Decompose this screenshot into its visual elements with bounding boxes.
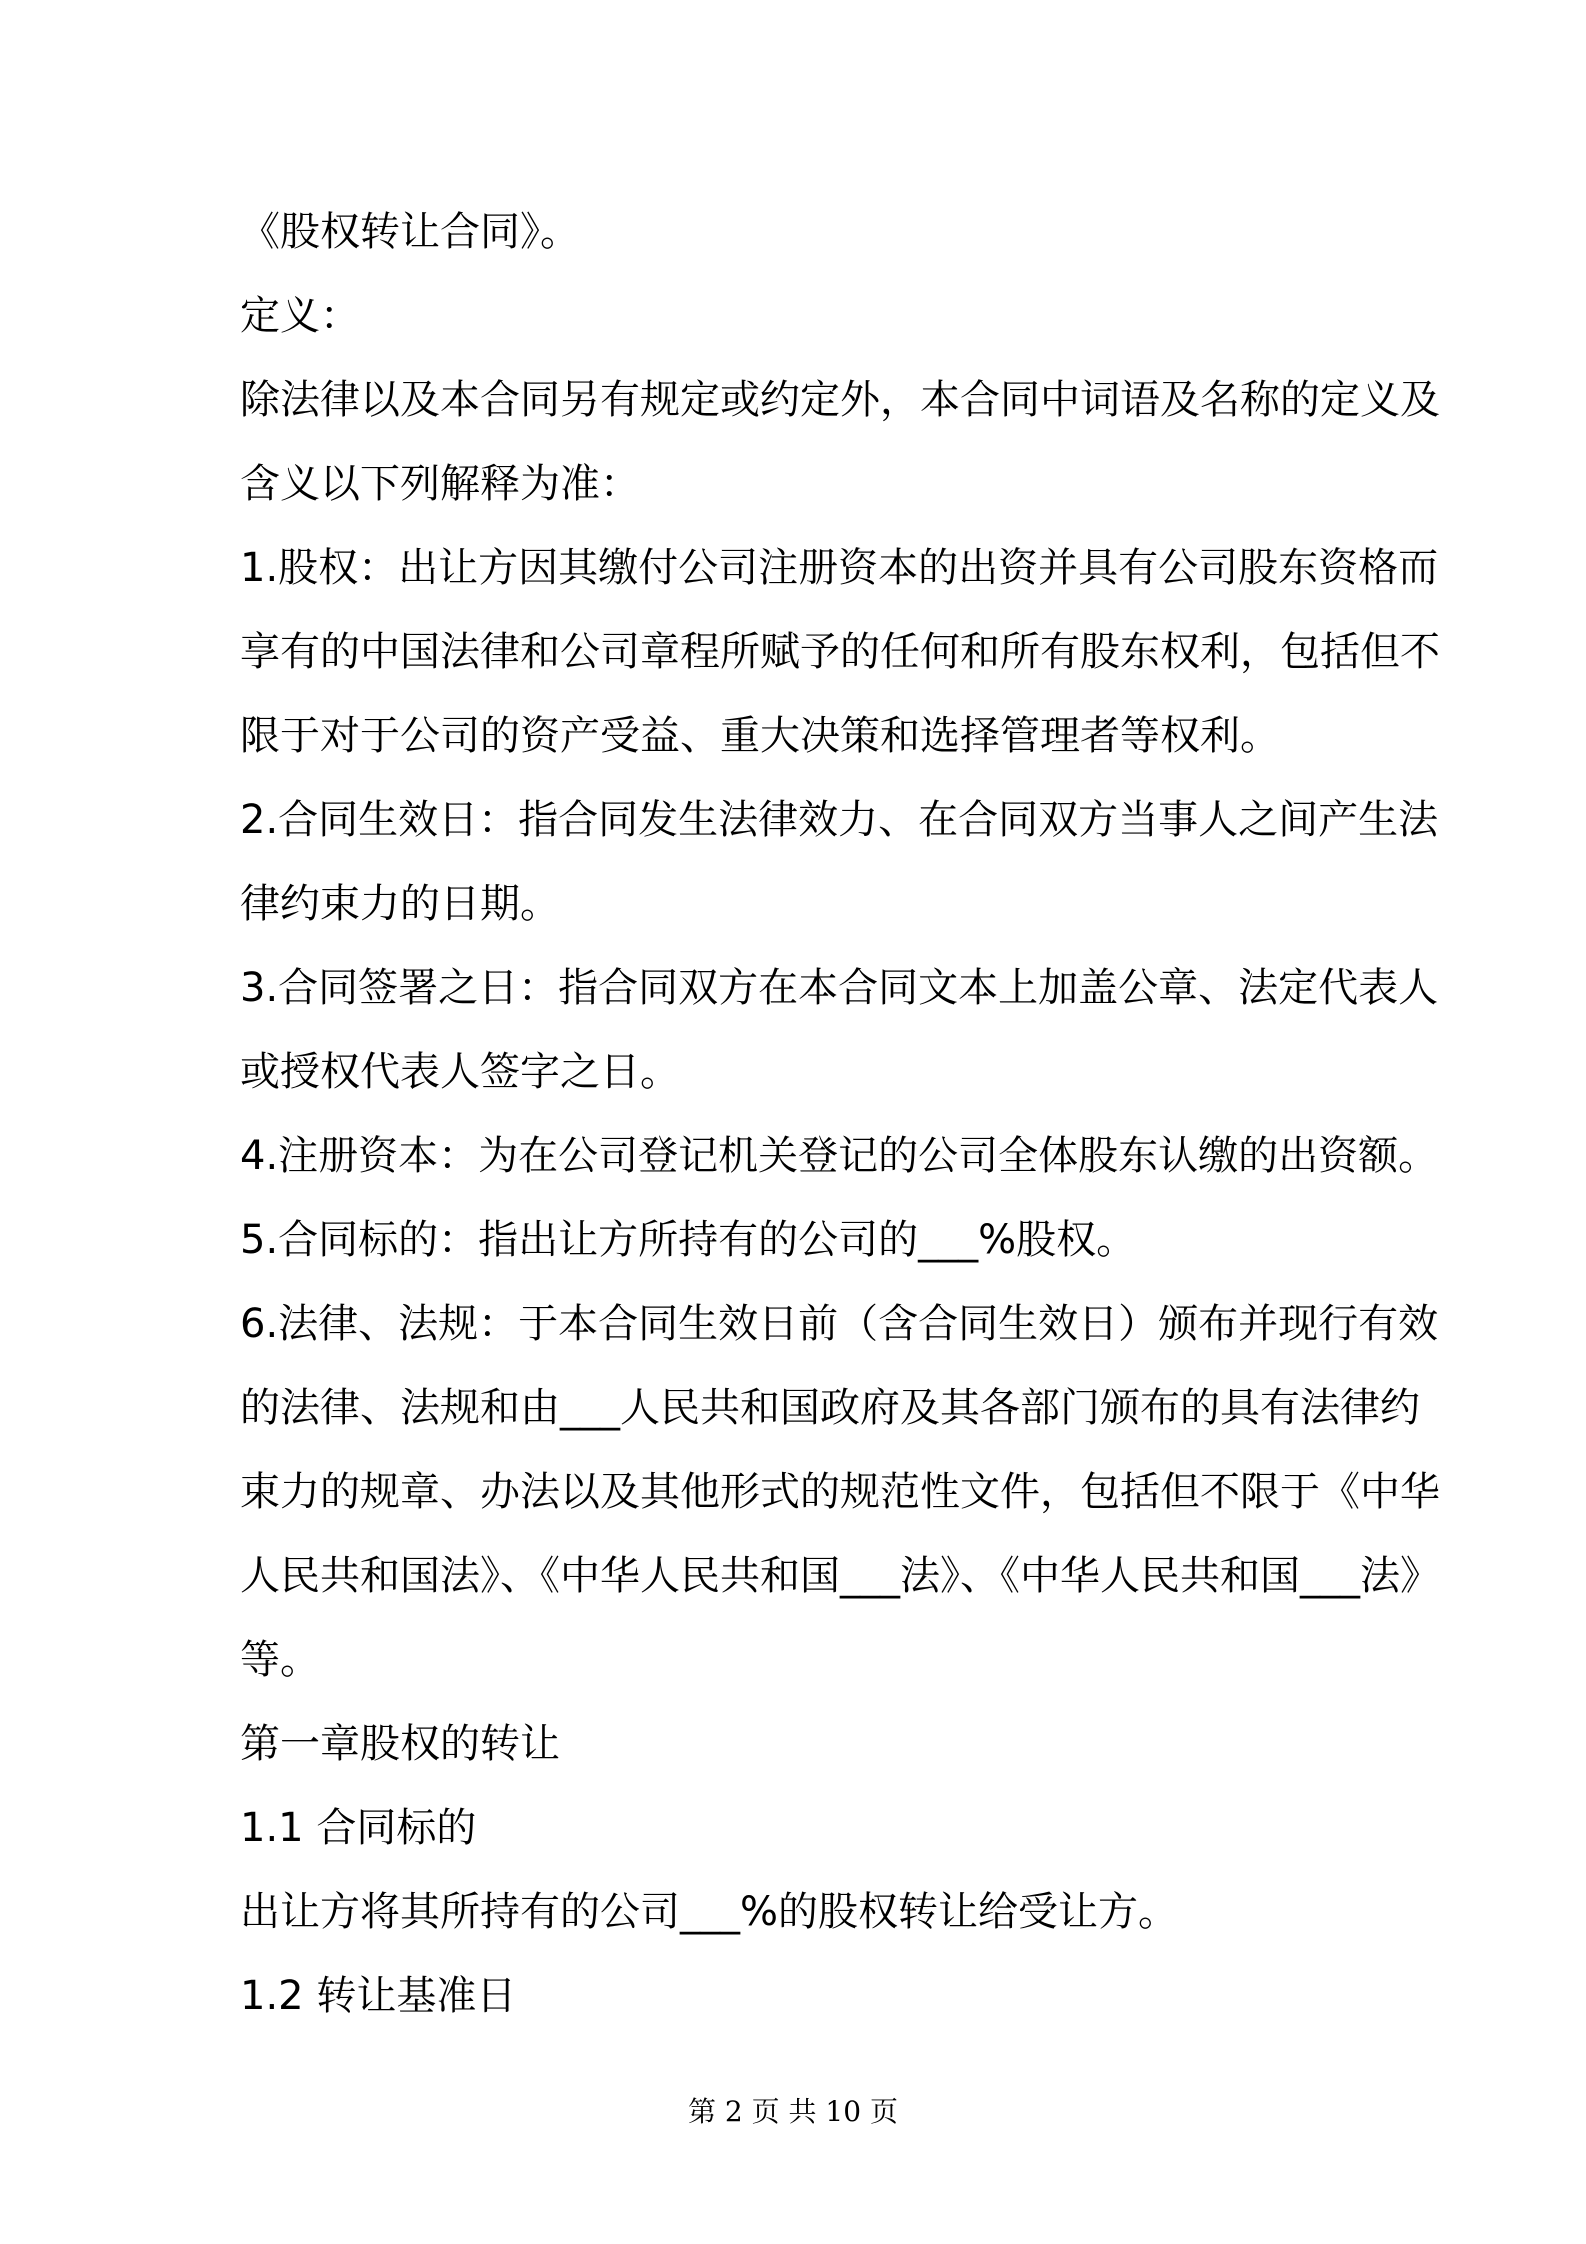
section-heading: 1.1 合同标的 [240, 1805, 477, 1851]
text-line: 5.合同标的：指出让方所持有的公司的___%股权。 [240, 1217, 1137, 1263]
text-line: 1.股权：出让方因其缴付公司注册资本的出资并具有公司股东资格而 [240, 545, 1439, 591]
section-heading: 1.2 转让基准日 [240, 1973, 517, 2019]
text-line: 享有的中国法律和公司章程所赋予的任何和所有股东权利，包括但不 [240, 629, 1440, 675]
text-line: 3.合同签署之日：指合同双方在本合同文本上加盖公章、法定代表人 [240, 965, 1439, 1011]
text-line: 含义以下列解释为准： [240, 461, 640, 507]
chapter-heading: 第一章股权的转让 [240, 1721, 560, 1767]
text-line: 束力的规章、办法以及其他形式的规范性文件，包括但不限于《中华 [240, 1469, 1440, 1515]
text-line: 6.法律、法规：于本合同生效日前（含合同生效日）颁布并现行有效 [240, 1301, 1439, 1347]
document-body [240, 190, 1440, 2038]
text-line: 律约束力的日期。 [240, 881, 560, 927]
text-line: 出让方将其所持有的公司___%的股权转让给受让方。 [240, 1889, 1179, 1935]
text-line: 4.注册资本：为在公司登记机关登记的公司全体股东认缴的出资额。 [240, 1133, 1439, 1179]
text-line: 等。 [240, 1637, 320, 1683]
text-line: 除法律以及本合同另有规定或约定外，本合同中词语及名称的定义及 [240, 377, 1440, 423]
text-line: 限于对于公司的资产受益、重大决策和选择管理者等权利。 [240, 713, 1280, 759]
page-footer [0, 2094, 1586, 2130]
text-line: 人民共和国法》、《中华人民共和国___法》、《中华人民共和国___法》 [240, 1553, 1440, 1599]
text-line: 《股权转让合同》。 [240, 209, 580, 255]
text-line: 定义： [240, 293, 360, 339]
text-line: 或授权代表人签字之日。 [240, 1049, 680, 1095]
text-line: 2.合同生效日：指合同发生法律效力、在合同双方当事人之间产生法 [240, 797, 1439, 843]
text-line: 的法律、法规和由___人民共和国政府及其各部门颁布的具有法律约 [240, 1385, 1420, 1431]
page-number-label: 第 2 页 共 10 页 [688, 2095, 898, 2128]
